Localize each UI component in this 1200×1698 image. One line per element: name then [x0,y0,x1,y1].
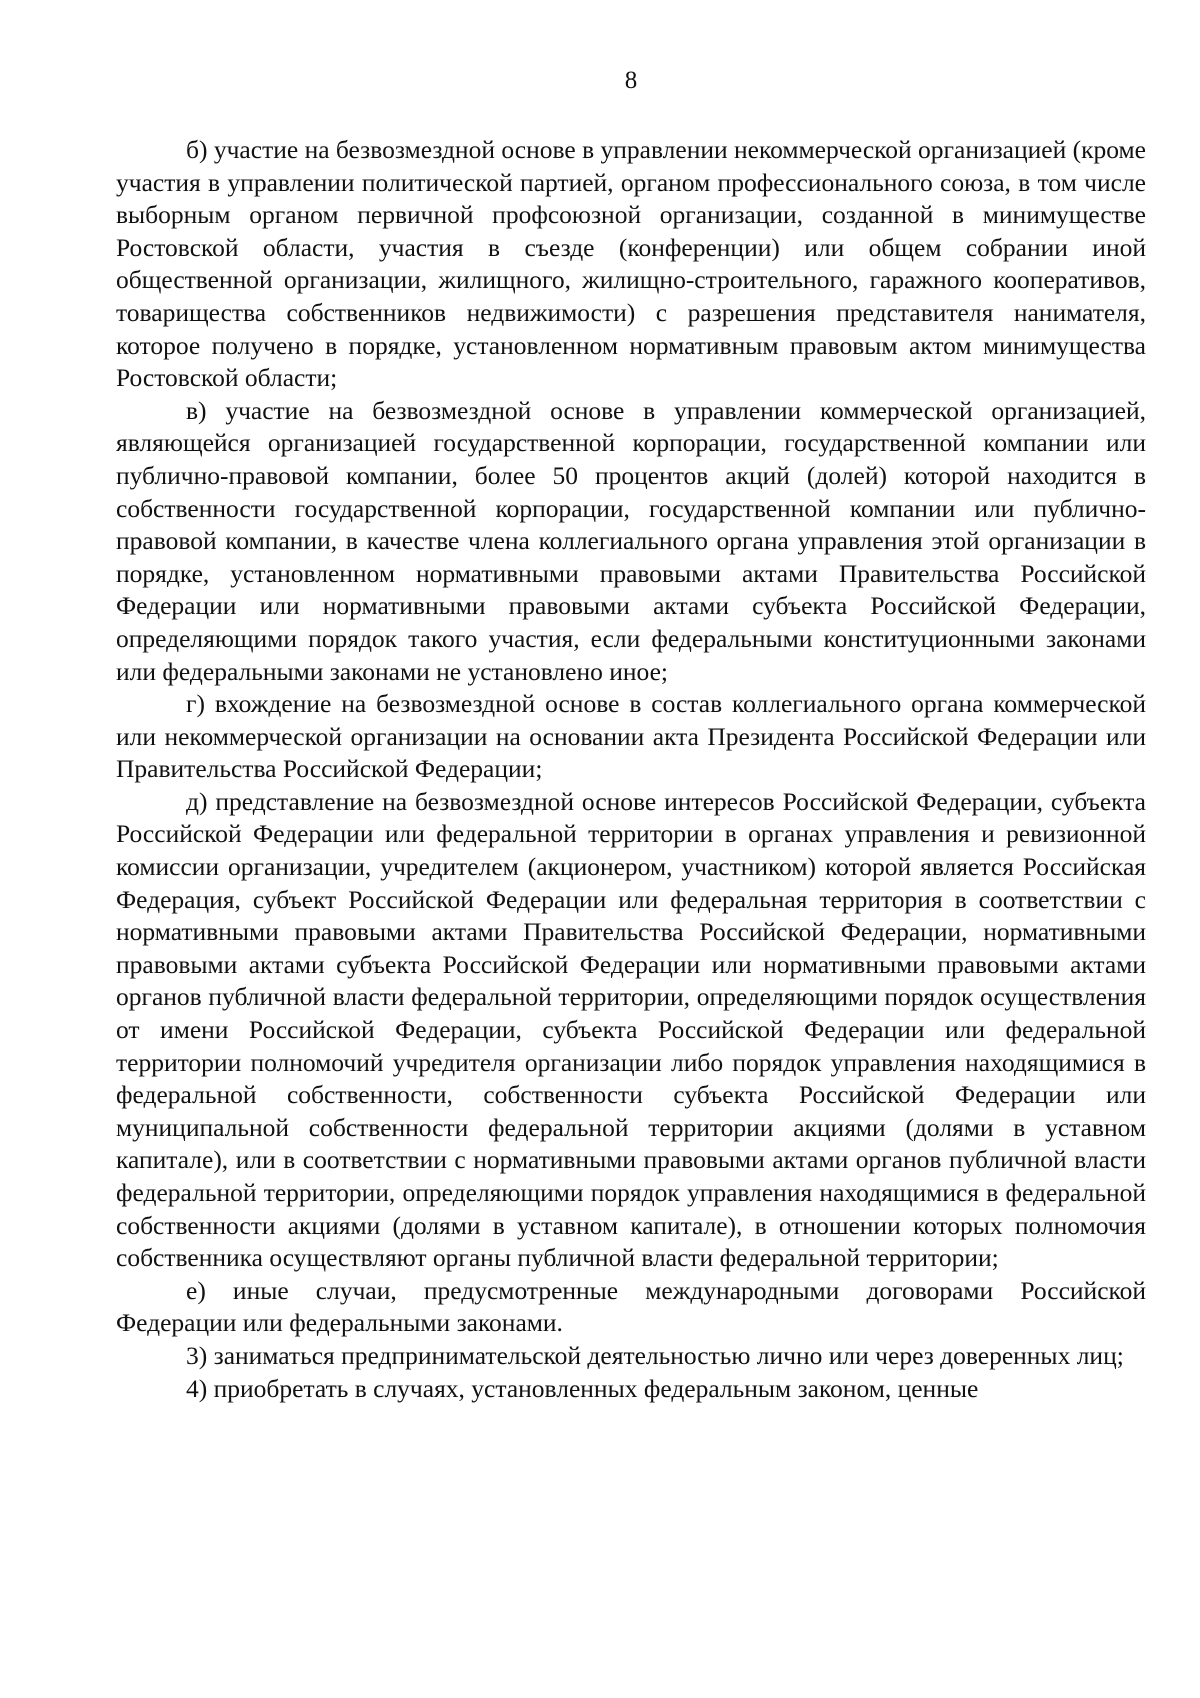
paragraph-v: в) участие на безвозмездной основе в управлении коммерческой организацией, являющейся организацией государственной корпорации, государственной компании или публично-правовой компании, более 50 процентов акций (долей) которой находится в собственности государственной корпорации, государственной компании или публично-правовой компании, в качестве члена коллегиального органа управления этой организации в порядке, установленном нормативными правовыми актами Правительства Российской Федерации или нормативными правовыми актами субъекта Российской Федерации, определяющими порядок такого участия, если федеральными конституционными законами или федеральными законами не установлено иное; [116,395,1146,686]
page-number: 8 [624,67,638,94]
paragraph-g: г) вхождение на безвозмездной основе в состав коллегиального органа коммерческой или некоммерческой организации на основании акта Президента Российской Федерации или Правительства Российской Федерации; [116,689,1146,784]
paragraph-d: д) представление на безвозмездной основе интересов Российской Федерации, субъекта Российской Федерации или федеральной территории в органах управления и ревизионной комиссии организации, учредителем (акционером, участником) которой является Российская Федерация, субъект Российской Федерации или федеральная территория в соответствии с нормативными правовыми актами Правительства Российской Федерации, нормативными правовыми актами субъекта Российской Федерации или нормативными правовыми актами органов публичной власти федеральной территории, определяющими порядок осуществления от имени Российской Федерации, субъекта Российской Федерации или федеральной территории полномочий учредителя организации либо порядок управления находящимися в федеральной собственности, собственности субъекта Российской Федерации или муниципальной собственности федеральной территории акциями (долями в уставном капитале), или в соответствии с нормативными правовыми актами органов публичной власти федеральной территории, определяющими порядок управления находящимися в федеральной собственности акциями (долями в уставном капитале), в отношении которых полномочия собственника осуществляют органы публичной власти федеральной территории; [116,786,1146,1273]
document-body [116,134,1146,1405]
paragraph-item-3: 3) заниматься предпринимательской деятельностью лично или через доверенных лиц; [186,1340,1124,1370]
paragraph-b: б) участие на безвозмездной основе в управлении некоммерческой организацией (кроме участия в управлении политической партией, органом профессионального союза, в том числе выборным органом первичной профсоюзной организации, созданной в минимуществе Ростовской области, участия в съезде (конференции) или общем собрании иной общественной организации, жилищного, жилищно-строительного, гаражного кооперативов, товарищества собственников недвижимости) с разрешения представителя нанимателя, которое получено в порядке, установленном нормативным правовым актом минимущества Ростовской области; [116,135,1146,393]
paragraph-e: е) иные случаи, предусмотренные международными договорами Российской Федерации или федеральными законами. [116,1275,1146,1338]
paragraph-item-4: 4) приобретать в случаях, установленных федеральным законом, ценные [186,1373,979,1403]
